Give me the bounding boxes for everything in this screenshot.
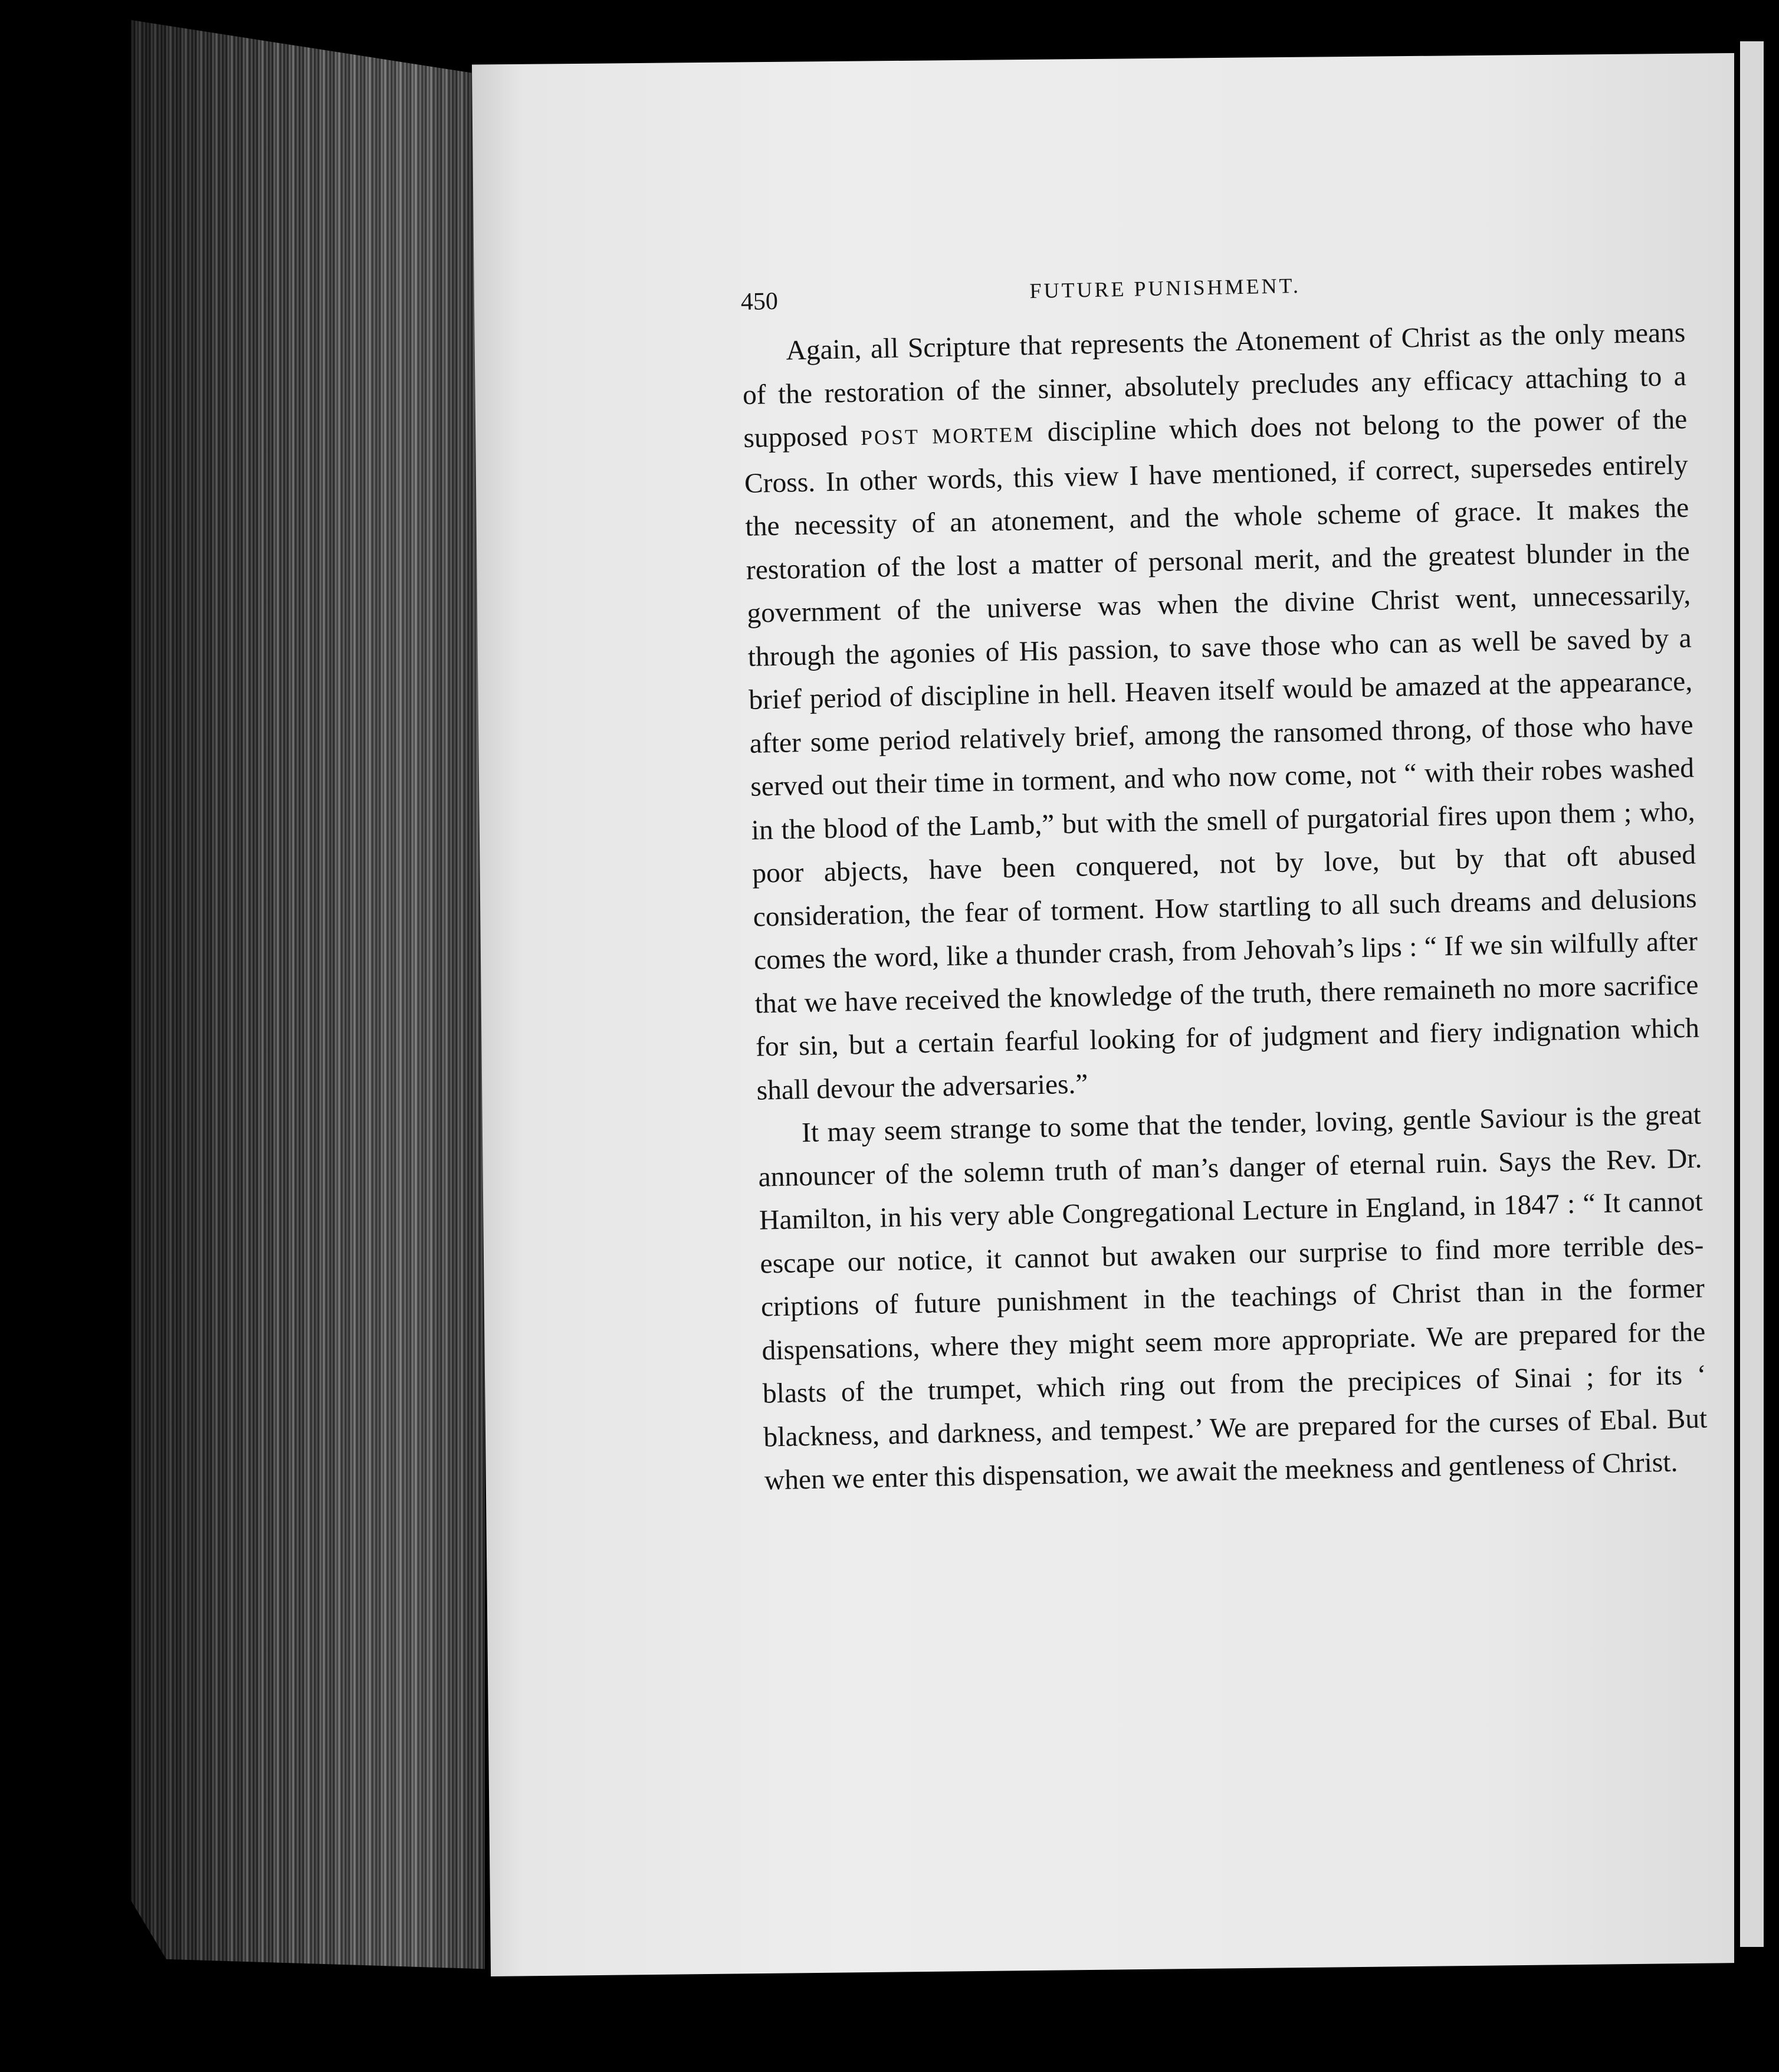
next-page-edge xyxy=(1740,41,1764,1947)
page-edges-shading xyxy=(131,20,485,1979)
body-text xyxy=(741,312,1709,1503)
paragraph-atonement-rest: discipline which does not belong to the power of the Cross. In other words, this view I have mentioned, if correct, supersedes entirely the necessity of an atonement, and the whole scheme of grace. It makes the restoration of the lost a matter of personal merit, and the greatest blunder in the government of the universe was when the divine Christ went, unnecessarily, through the agonies of His passion, to save those who can as well be saved by a brief period of discipline in hell. Heaven itself would be amazed at the appearance, after some period relatively brief, among the ransomed throng, of those who have served out their time in torment, and who now come, not “ with their robes washed in the blood of the Lamb,” but with the smell of purgatorial fires upon them ; who, poor abjects, have been conquered, not by love, but by that oft abused consideration, the fear of torment. How startling to all such dreams and delusions comes the word, like a thunder crash, from Jehovah’s lips : “ If we sin wilfully after that we have received the knowledge of the truth, there remaineth no more sacrifice for sin, but a certain fearful looking for of judgment and fiery indignation which shall devour the adversaries.” xyxy=(744,404,1700,1106)
page-number: 450 xyxy=(740,287,779,316)
post-mortem-smallcaps: POST MORTEM xyxy=(860,422,1035,450)
paragraph-atonement xyxy=(741,312,1701,1113)
page-text-block xyxy=(740,258,1708,1503)
running-head-title: FUTURE PUNISHMENT. xyxy=(1029,273,1301,303)
paragraph-saviour: It may seem strange to some that the tender, loving, gentle Saviour is the great announcer of the solemn truth of man’s danger of eternal ruin. Says the Rev. Dr. Hamilton, in his very able Congregational Lecture in England, in 1847 : “ It cannot escape our notice, it cannot but awaken our surprise to find more terrible descriptions of future punishment in the teachings of Christ than in the former dispensations, where they might seem more appropriate. We are prepared for the blasts of the trumpet, which ring out from the precipices of Sinai ; for its ‘ blackness, and darkness, and tempest.’ We are prepared for the curses of Ebal. But when we enter this dispensation, we await the meekness and gentleness of Christ. xyxy=(758,1099,1708,1496)
paragraph-atonement-lead: Again, all Scripture that represents the Atonement of Christ as the only means of the restoration of the sinner, absolutely precludes any efficacy attaching to a supposed xyxy=(742,317,1687,454)
